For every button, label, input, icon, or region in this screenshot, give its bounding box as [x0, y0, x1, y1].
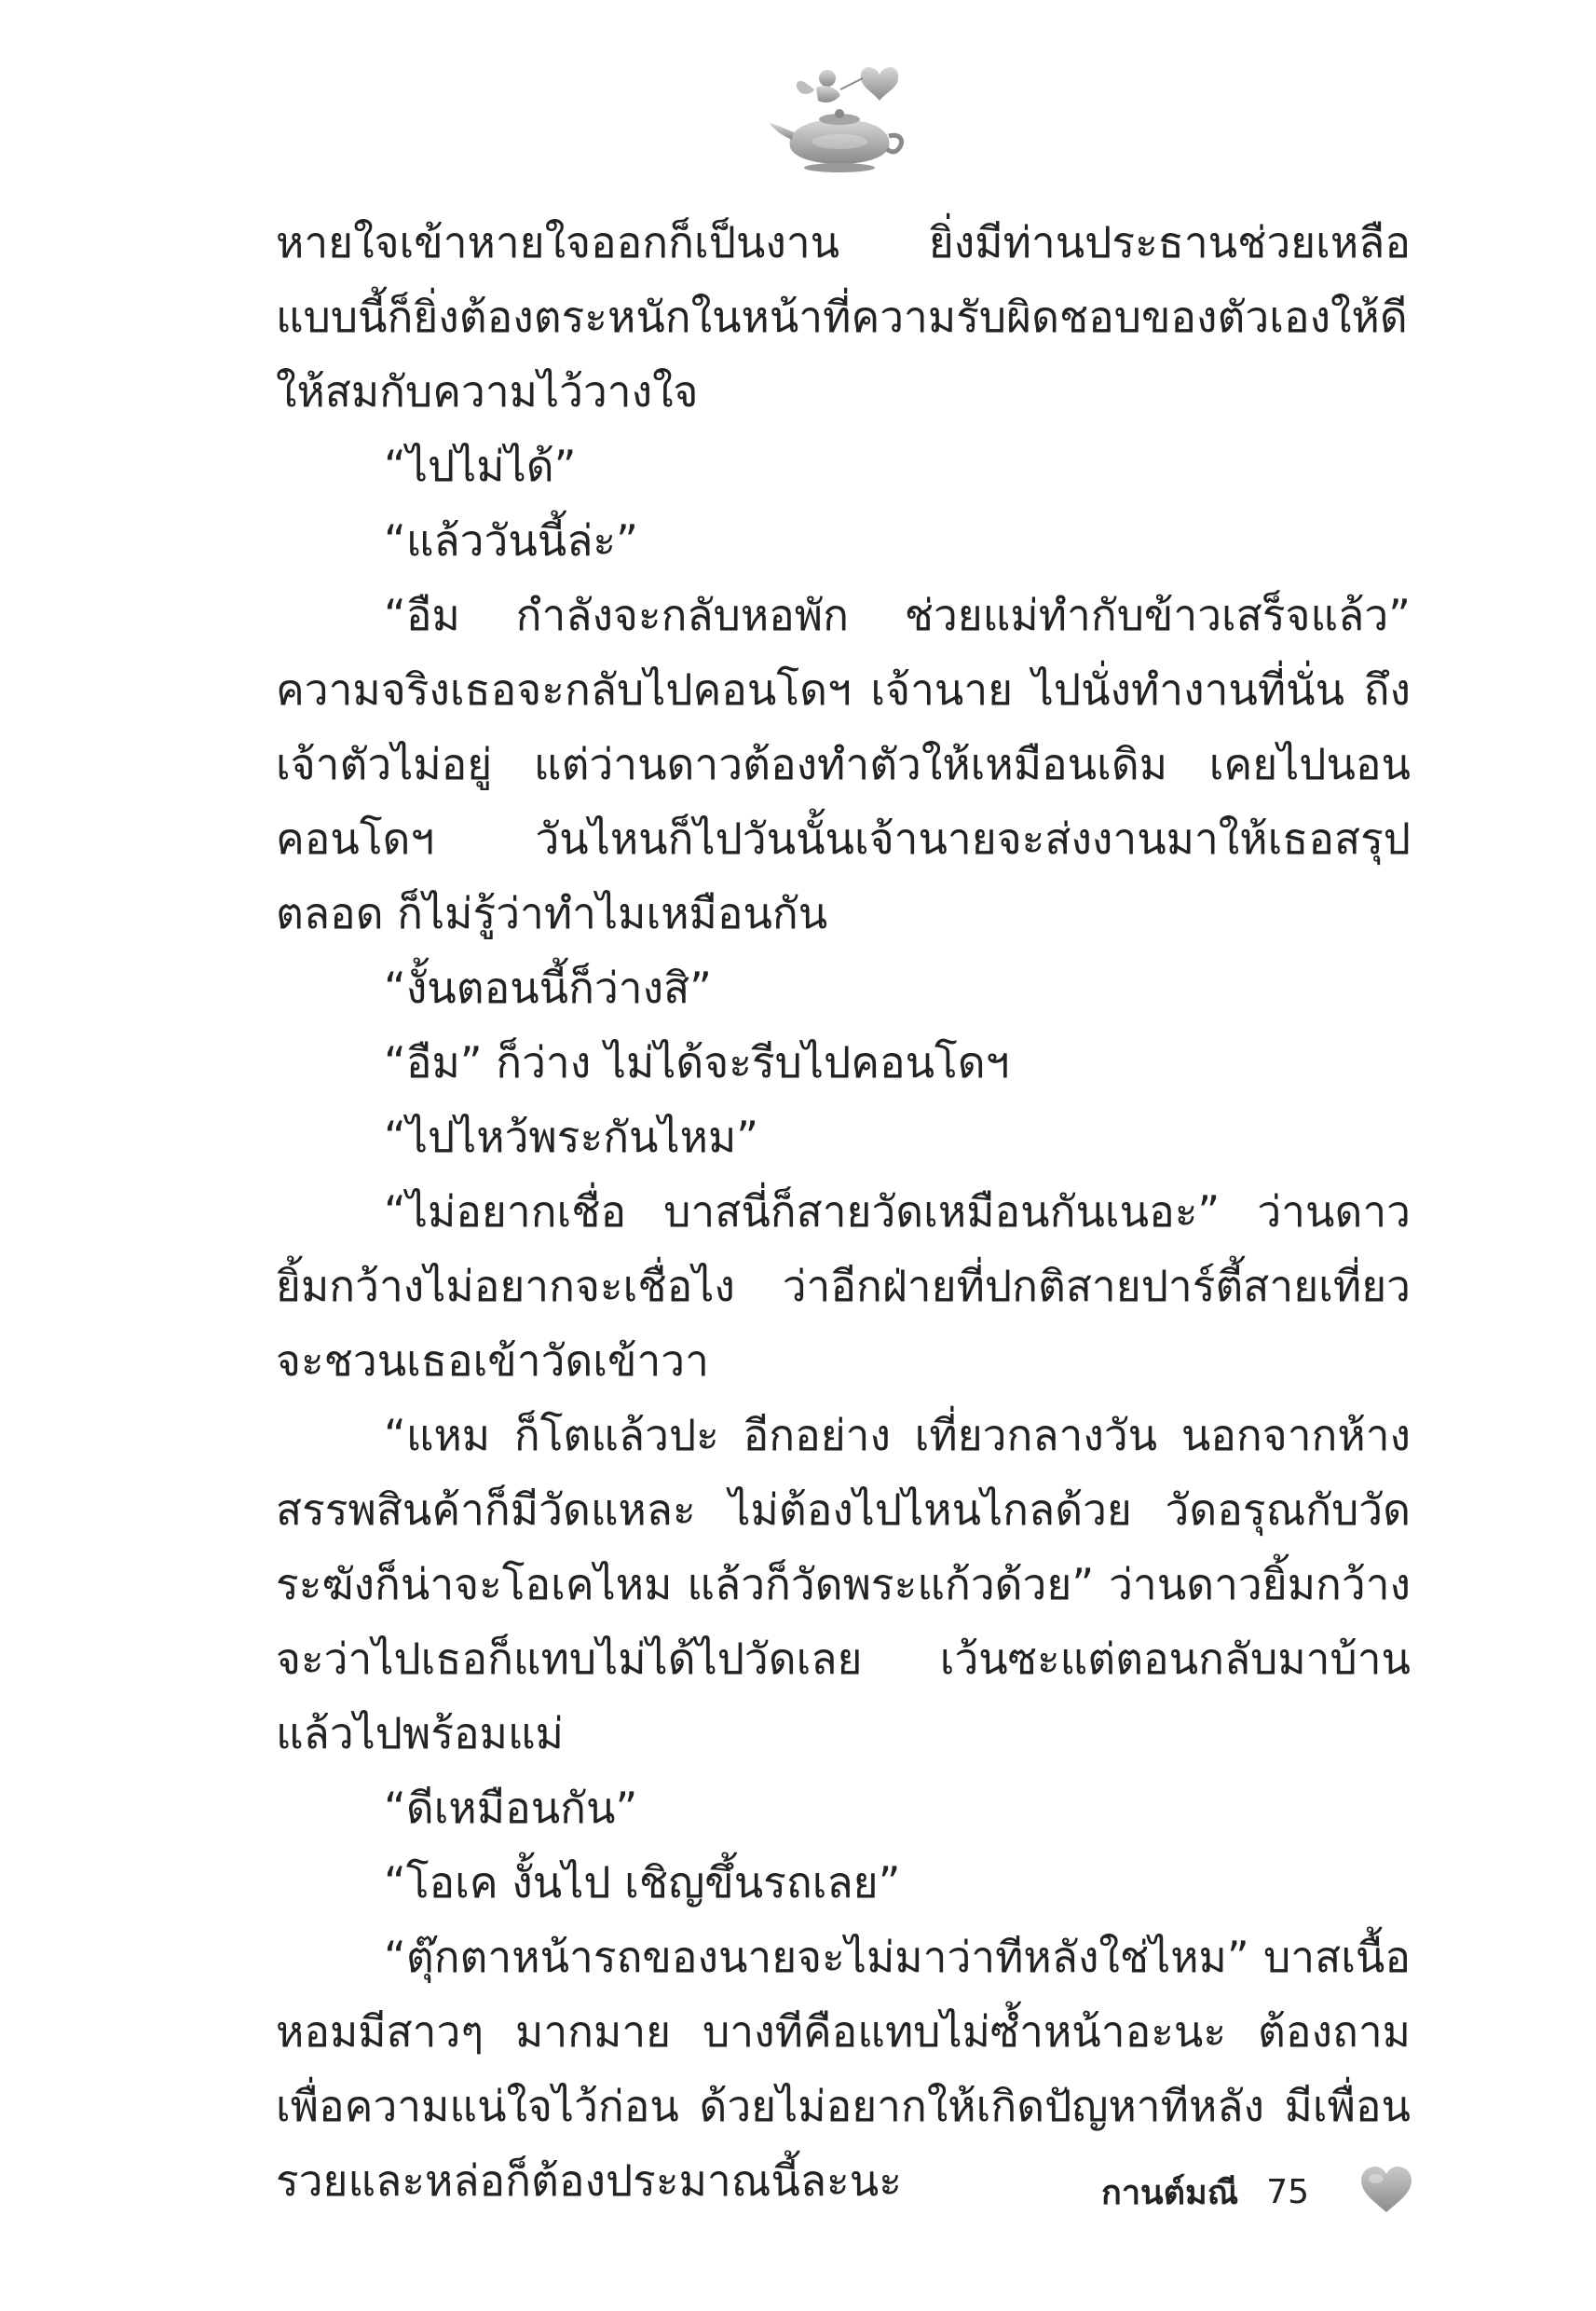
paragraph: “แหม ก็โตแล้วปะ อีกอย่าง เที่ยวกลางวัน นอกจากห้างสรรพสินค้าก็มีวัดแหละ ไม่ต้องไปไหนไกลด้วย วัดอรุณกับวัดระฆังก็น่าจะโอเคไหม แล้วก็วัดพระแก้วด้วย” ว่านดาวยิ้มกว้างจะว่าไปเธอก็แทบไม่ได้ไปวัดเลย เว้นซะแต่ตอนกลับมาบ้านแล้วไปพร้อมแม่	[276, 1410, 1411, 1758]
paragraph: “อืม” ก็ว่าง ไม่ได้จะรีบไปคอนโดฯ	[384, 1037, 1010, 1087]
heart-icon	[1359, 2166, 1413, 2218]
paragraph: “ตุ๊กตาหน้ารถของนายจะไม่มาว่าทีหลังใช่ไหม” บาสเนื้อหอมมีสาวๆ มากมาย บางทีคือแทบไม่ซ้ำหน้าอะนะ ต้องถามเพื่อความแน่ใจไว้ก่อน ด้วยไม่อยากให้เกิดปัญหาทีหลัง มีเพื่อนรวยและหล่อก็ต้องประมาณนี้ละนะ	[276, 1932, 1411, 2206]
paragraph: “ไม่อยากเชื่อ บาสนี่ก็สายวัดเหมือนกันเนอะ” ว่านดาวยิ้มกว้างไม่อยากจะเชื่อไง ว่าอีกฝ่ายที่ปกติสายปาร์ตี้สายเที่ยวจะชวนเธอเข้าวัดเข้าวา	[276, 1186, 1411, 1386]
paragraph: “ไปไม่ได้”	[384, 441, 577, 491]
book-title: กานต์มณี	[1101, 2173, 1239, 2212]
paragraph: “อืม กำลังจะกลับหอพัก ช่วยแม่ทำกับข้าวเสร็จแล้ว” ความจริงเธอจะกลับไปคอนโดฯ เจ้านาย ไปนั่งทำงานที่นั่น ถึงเจ้าตัวไม่อยู่ แต่ว่านดาวต้องทำตัวให้เหมือนเดิม เคยไปนอนคอนโดฯ วันไหนก็ไปวันนั้นเจ้านายจะส่งงานมาให้เธอสรุปตลอด ก็ไม่รู้ว่าทำไมเหมือนกัน	[276, 590, 1411, 938]
paragraph: “ดีเหมือนกัน”	[384, 1783, 638, 1833]
cupid-teapot-ornament-icon	[770, 58, 909, 179]
page-footer	[1101, 2154, 1413, 2229]
page-number: 75	[1266, 2172, 1309, 2211]
paragraph: “ไปไหว้พระกันไหม”	[384, 1112, 759, 1162]
paragraph: “แล้ววันนี้ล่ะ”	[384, 515, 638, 566]
body-text	[276, 205, 1411, 2218]
paragraph: หายใจเข้าหายใจออกก็เป็นงาน ยิ่งมีท่านประธานช่วยเหลือแบบนี้ก็ยิ่งต้องตระหนักในหน้าที่ความรับผิดชอบของตัวเองให้ดี ให้สมกับความไว้วางใจ	[276, 217, 1411, 417]
paragraph: “โอเค งั้นไป เชิญขึ้นรถเลย”	[384, 1857, 901, 1908]
paragraph: “งั้นตอนนี้ก็ว่างสิ”	[384, 963, 713, 1013]
